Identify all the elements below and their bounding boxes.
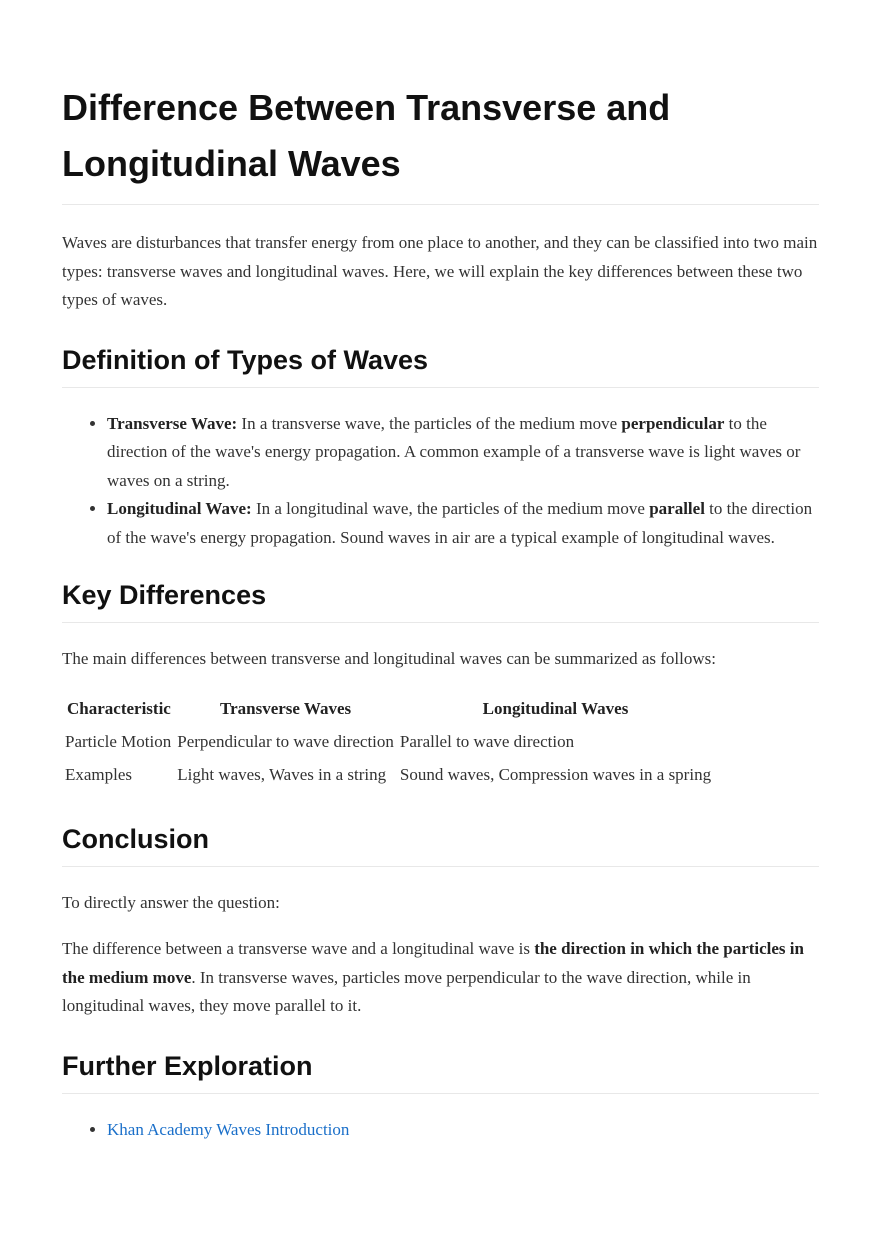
- definition-text: In a longitudinal wave, the particles of the medium move: [251, 499, 650, 518]
- table-cell: Perpendicular to wave direction: [177, 732, 394, 751]
- conclusion-lead: To directly answer the question:: [62, 892, 280, 912]
- list-item: [107, 1116, 819, 1145]
- table-cell: Parallel to wave direction: [399, 732, 575, 751]
- definition-emphasis: perpendicular: [621, 413, 725, 433]
- definitions-list: [62, 410, 819, 553]
- section-heading-definitions: Definition of Types of Waves: [62, 343, 819, 388]
- section-heading-conclusion: Conclusion: [62, 822, 819, 867]
- table-header-row: [62, 692, 714, 726]
- table-cell: Light waves, Waves in a string: [177, 765, 387, 784]
- section-heading-further-exploration: Further Exploration: [62, 1049, 819, 1094]
- article: [62, 0, 819, 1144]
- section-heading-key-differences: Key Differences: [62, 578, 819, 623]
- conclusion-paragraph: [62, 935, 819, 1021]
- definition-text: to the direction of the wave's energy propagation. A common example of a transverse wave is light waves or waves on a string.: [107, 413, 801, 490]
- differences-table: [62, 692, 714, 792]
- page-title: Difference Between Transverse and Longitudinal Waves: [62, 80, 819, 205]
- table-row: [62, 759, 714, 792]
- table-cell: Examples: [65, 765, 133, 784]
- further-links-list: [62, 1116, 819, 1145]
- conclusion-emphasis: the direction in which the particles in the medium move: [62, 939, 804, 987]
- definition-text: In a transverse wave, the particles of the medium move: [237, 413, 622, 433]
- definition-item-transverse: [107, 410, 819, 496]
- table-row: [62, 726, 714, 759]
- conclusion-text: . In transverse waves, particles move perpendicular to the wave direction, while in longitudinal waves, they move parallel to it.: [62, 967, 751, 1015]
- definition-term: Longitudinal Wave:: [107, 499, 252, 518]
- definition-emphasis: parallel: [649, 499, 705, 518]
- definition-text: to the direction of the wave's energy propagation. Sound waves in air are a typical example of longitudinal waves.: [107, 499, 813, 547]
- definition-term: Transverse Wave:: [107, 413, 238, 433]
- table-cell: Particle Motion: [65, 732, 172, 751]
- table-header-cell: Longitudinal Waves: [482, 698, 629, 718]
- definition-item-longitudinal: [107, 495, 819, 552]
- table-header-cell: Characteristic: [67, 698, 171, 718]
- intro-paragraph: Waves are disturbances that transfer energy from one place to another, and they can be classified into two main types: transverse waves and longitudinal waves. Here, we will explain the key differences between these two types of waves.: [62, 233, 818, 309]
- key-differences-intro: The main differences between transverse and longitudinal waves can be summarized as follows:: [62, 649, 716, 668]
- conclusion-text: The difference between a transverse wave and a longitudinal wave is: [62, 939, 535, 958]
- khan-academy-link[interactable]: Khan Academy Waves Introduction: [107, 1119, 350, 1139]
- table-header-cell: Transverse Waves: [220, 698, 352, 718]
- table-cell: Sound waves, Compression waves in a spring: [399, 765, 712, 784]
